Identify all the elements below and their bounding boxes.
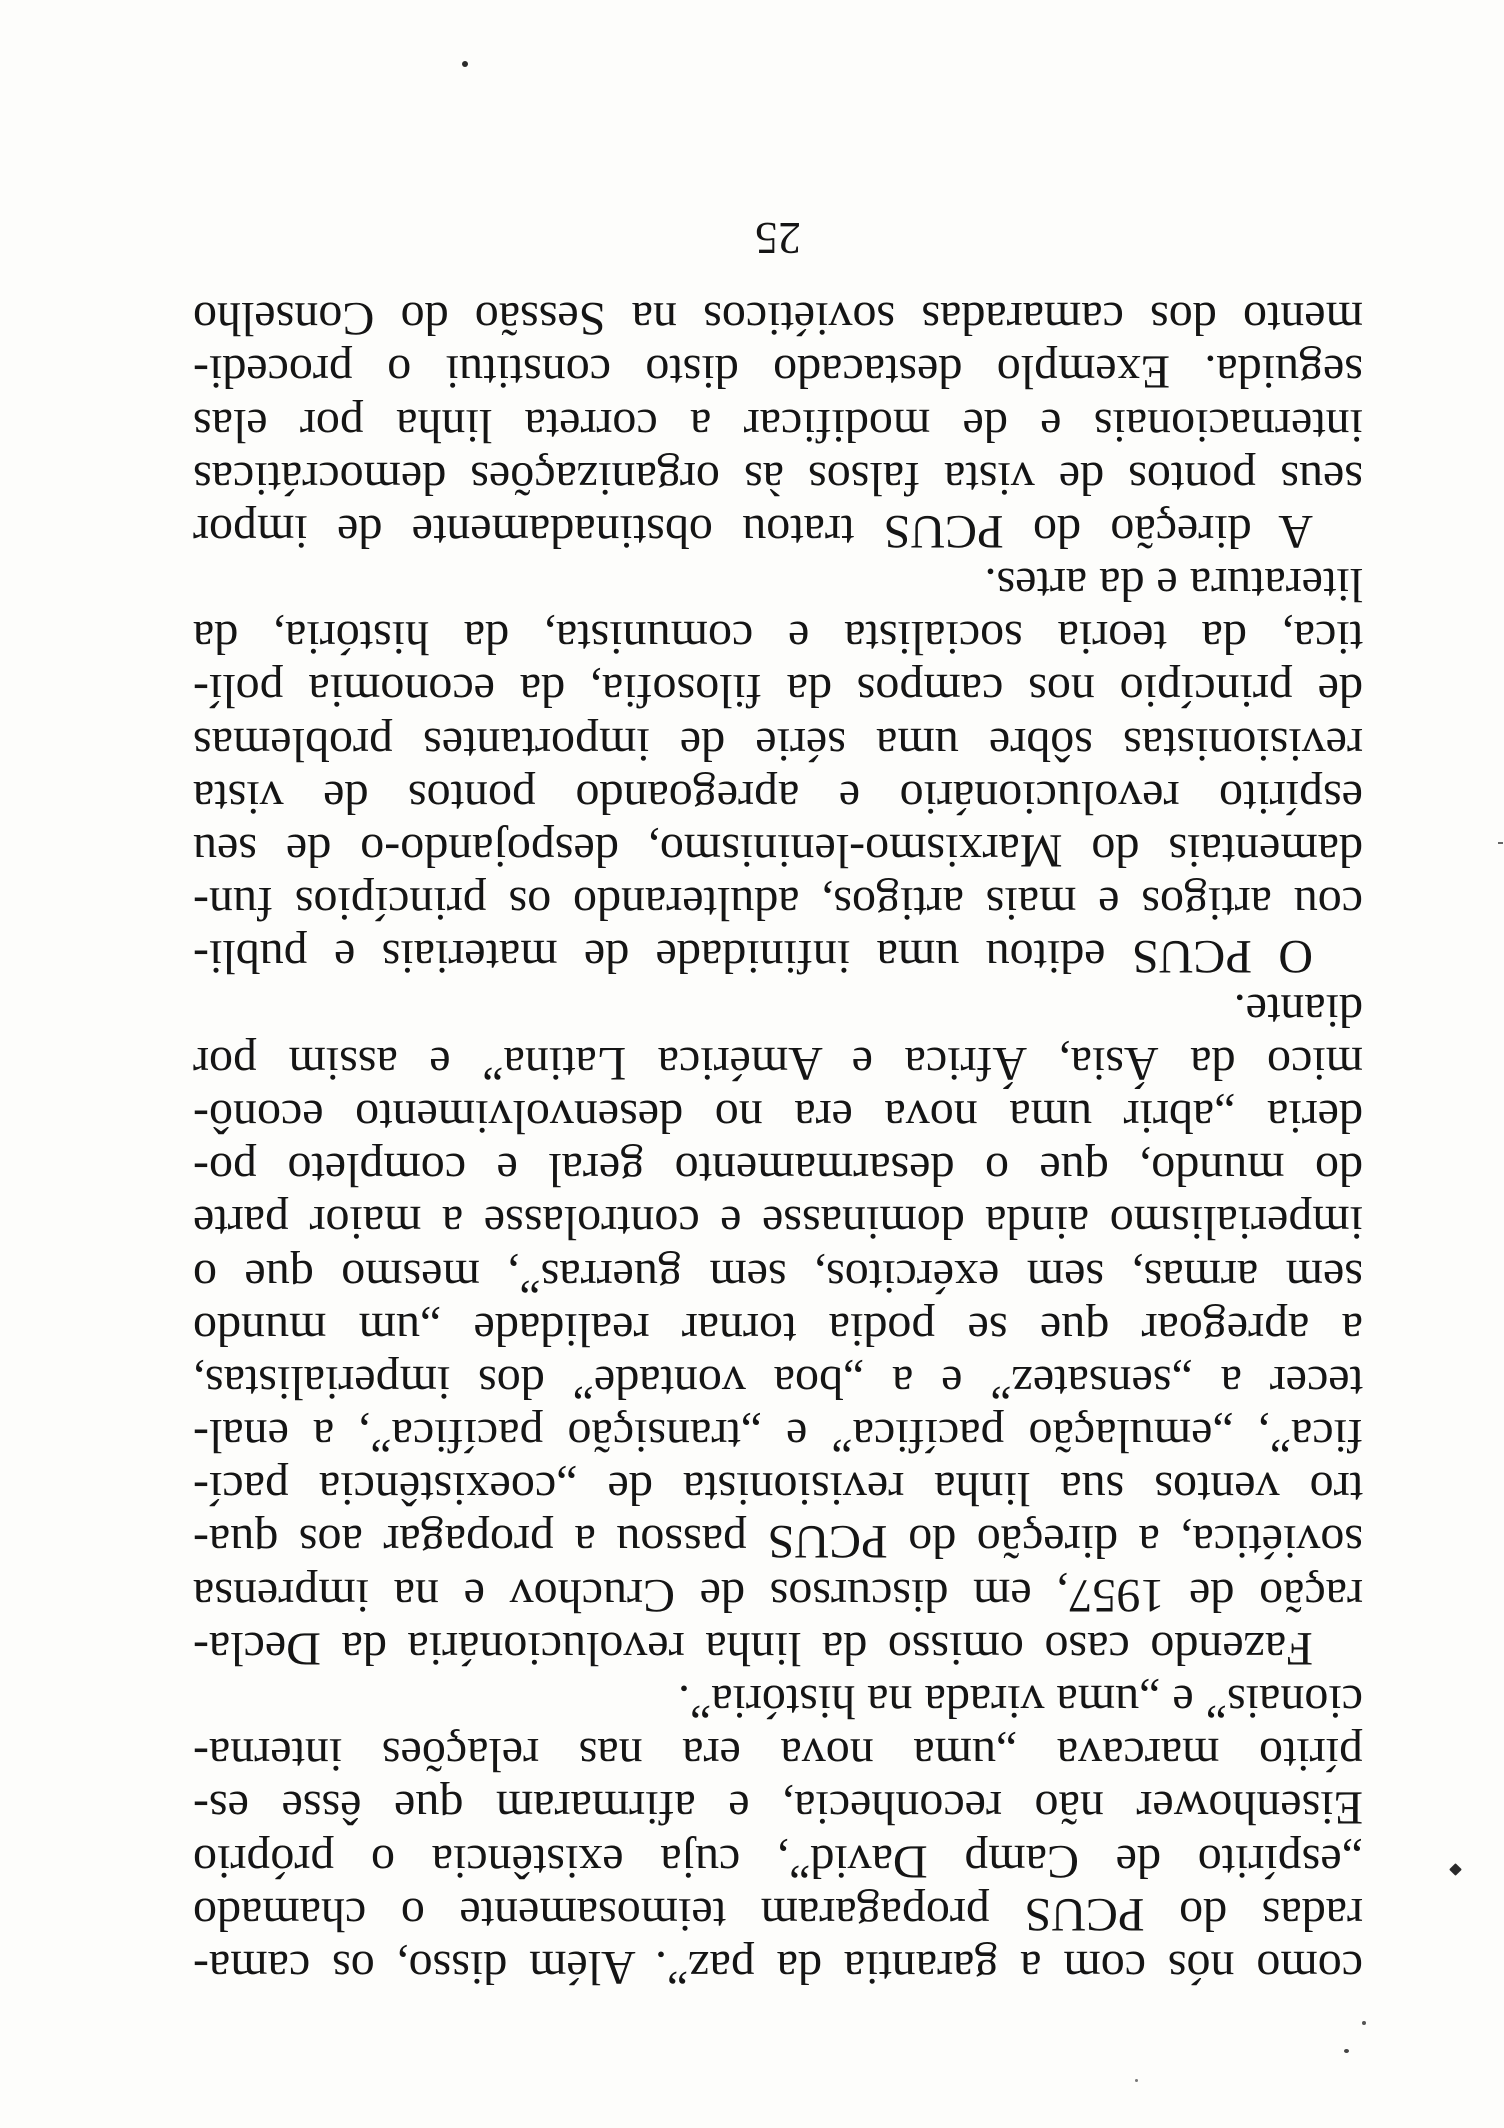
text-line: „espírito de Camp David”, cuja existência o próprio — [193, 1834, 1363, 1888]
paragraph — [193, 983, 1363, 1674]
text-line: internacionais e de modificar a correta linha por elas — [193, 398, 1363, 452]
scan-speck — [1344, 2049, 1349, 2053]
scan-speck — [1449, 1863, 1462, 1876]
text-line: fica”, „emulação pacífica” e „transição pacífica”, a enal- — [193, 1409, 1363, 1463]
text-line: como nós com a garantia da paz”. Além disso, os cama- — [193, 1941, 1363, 1994]
text-line: a apregoar que se podia tornar realidade „um mundo — [193, 1302, 1363, 1356]
text-line: de princípio nos campos da filosofia, da economia polí- — [193, 664, 1363, 718]
text-line: Fazendo caso omisso da linha revolucionária da Decla- — [193, 1621, 1313, 1675]
scan-speck — [1362, 2021, 1366, 2025]
text-line: literatura e da artes. — [984, 558, 1363, 612]
page-number: 25 — [755, 213, 801, 264]
text-line: pírito marcava „uma nova era nas relações interna- — [193, 1728, 1363, 1782]
text-line: tecer a „sensatez” e a „boa vontade” dos imperialistas, — [193, 1355, 1363, 1409]
text-line: seguida. Exemplo destacado disto constitui o procedi- — [193, 345, 1363, 399]
text-line: tica, da teoria socialista e comunista, da história, da — [193, 611, 1363, 665]
text-line: sem armas, sem exércitos, sem guerras”, mesmo que o — [193, 1249, 1363, 1303]
text-line: Eisenhower não reconhecia, e afirmaram que êsse es- — [193, 1781, 1363, 1835]
text-line: deria „abrir uma nova era no desenvolvimento econô- — [193, 1090, 1363, 1143]
text-line: tro ventos sua linha revisionista de „coexistência pací- — [193, 1462, 1363, 1516]
text-line: mico da Ásia, África e América Latina” e assim por — [193, 1036, 1363, 1090]
text-line: cou artigos e mais artigos, adulterando os princípios fun- — [193, 877, 1363, 931]
text-line: mento dos camaradas soviéticos na Sessão do Conselho — [193, 292, 1363, 346]
text-line: diante. — [1233, 983, 1363, 1037]
text-line: do mundo, que o desarmamento geral e completo po- — [193, 1143, 1363, 1197]
text-line: imperialismo ainda dominasse e controlasse a maior parte — [193, 1196, 1363, 1250]
text-line: cionais” e „uma virada na história”. — [677, 1675, 1363, 1729]
text-line: damentais do Marxismo-leninismo, despojando-o de seu — [193, 824, 1363, 878]
text-line: soviética, a direção do PCUS passou a propagar aos qua- — [193, 1515, 1363, 1569]
paragraph — [193, 1675, 1363, 1994]
scan-speck — [1135, 2079, 1138, 2082]
body-text — [193, 292, 1363, 1994]
text-line: ração de 1957, em discursos de Cruchov e na imprensa — [193, 1568, 1363, 1622]
paragraph — [193, 558, 1363, 984]
text-line: O PCUS editou uma infinidade de materiais e publi- — [193, 930, 1313, 984]
text-line: espírito revolucionário e apregoando pontos de vista — [193, 770, 1363, 824]
text-line: radas do PCUS propagaram teimosamente o chamado — [193, 1887, 1363, 1941]
text-line: revisionistas sôbre uma série de importantes problemas — [193, 717, 1363, 771]
text-line: A direção do PCUS tratou obstinadamente de impor — [193, 504, 1313, 558]
text-line: seus pontos de vista falsos às organizações democráticas — [193, 451, 1363, 505]
scan-speck — [1498, 842, 1503, 844]
paragraph — [193, 292, 1363, 558]
scan-speck — [462, 61, 468, 67]
